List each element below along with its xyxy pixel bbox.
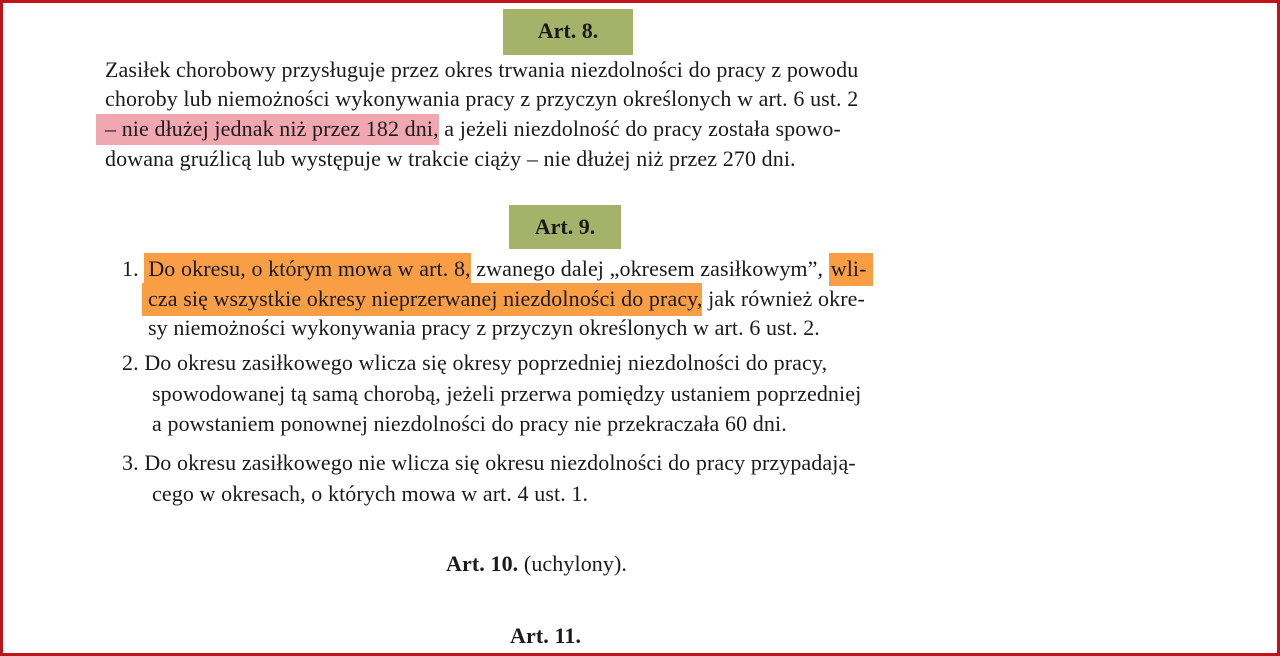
art-10-heading: Art. 10.: [446, 551, 519, 576]
art-8-heading: Art. 8.: [503, 9, 633, 55]
art-9-item-2-number: 2.: [122, 350, 139, 375]
art-9-item-3-line-2: cego w okresach, o których mowa w art. 4 ust. 1.: [152, 481, 589, 506]
art-9-item-1-number: 1.: [122, 256, 139, 281]
art-10-line: [446, 549, 627, 579]
art-9-heading: Art. 9.: [509, 205, 621, 249]
art-9-item-3-text: Do okresu zasiłkowego nie wlicza się okresu niezdolności do pracy przypadają-: [144, 450, 856, 475]
art-9-item-1-line-1: [122, 254, 873, 284]
art-8-line-3: [96, 114, 841, 144]
art-9-item-2-line-3: a powstaniem ponownej niezdolności do pracy nie przekraczała 60 dni.: [152, 411, 787, 436]
art-9-item-2-text: Do okresu zasiłkowego wlicza się okresy poprzedniej niezdolności do pracy,: [144, 350, 828, 375]
art-9-item-1-line-2-plain: jak również okre-: [708, 286, 865, 311]
art-9-item-2-line-1: [122, 348, 827, 378]
highlight-wli: wli-: [829, 253, 873, 286]
art-8-line-1: Zasiłek chorobowy przysługuje przez okres trwania niezdolności do pracy z powodu: [105, 57, 859, 82]
art-9-item-3-number: 3.: [122, 450, 139, 475]
art-9-item-3-line-1: [122, 448, 856, 478]
art-8-line-2: choroby lub niemożności wykonywania pracy z przyczyn określonych w art. 6 ust. 2: [105, 86, 859, 111]
art-8-line-4: dowana gruźlicą lub występuje w trakcie ciąży – nie dłużej niż przez 270 dni.: [105, 146, 796, 171]
art-8-line-3-rest: a jeżeli niezdolność do pracy została spowo-: [444, 116, 841, 141]
art-10-note: (uchylony).: [523, 551, 628, 576]
art-9-item-1-line-3: sy niemożności wykonywania pracy z przyczyn określonych w art. 6 ust. 2.: [148, 315, 820, 340]
art-9-item-1-line-1-plain: zwanego dalej „okresem zasiłkowym”,: [476, 256, 824, 281]
art-9-item-1-line-2: [142, 284, 865, 314]
highlight-wlicza-sie: cza się wszystkie okresy nieprzerwanej niezdolności do pracy,: [142, 283, 702, 316]
art-11-heading: Art. 11.: [510, 623, 582, 648]
art-9-item-2-line-2: spowodowanej tą samą chorobą, jeżeli przerwa pomiędzy ustaniem poprzedniej: [152, 381, 862, 406]
highlight-182-days: – nie dłużej jednak niż przez 182 dni,: [96, 114, 439, 145]
highlight-do-okresu: Do okresu, o którym mowa w art. 8,: [144, 253, 470, 286]
